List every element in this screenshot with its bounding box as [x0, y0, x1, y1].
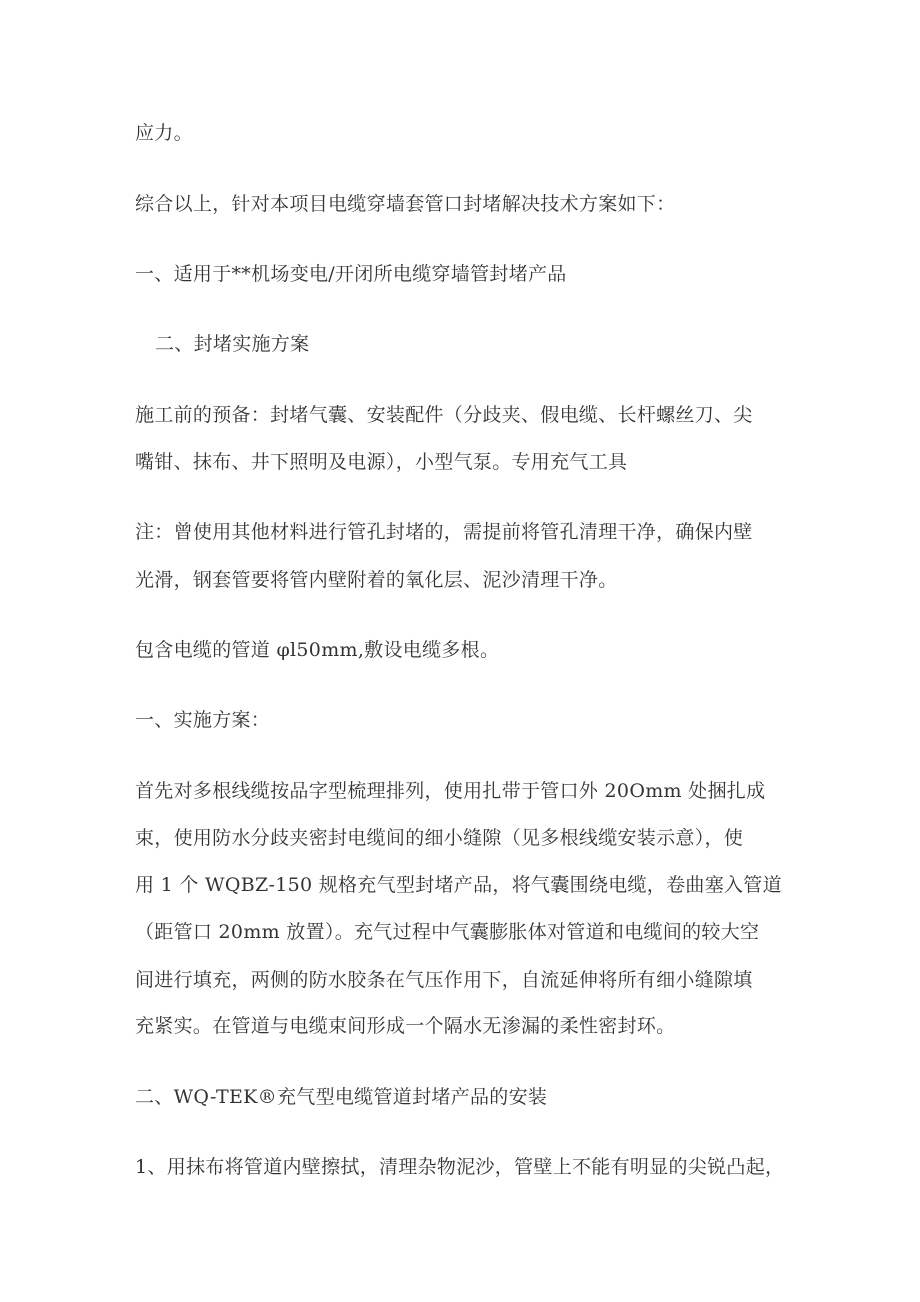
paragraph-line: 充紧实。在管道与电缆束间形成一个隔水无渗漏的柔性密封环。: [135, 1015, 676, 1037]
paragraph-line: 光滑，钢套管要将管内壁附着的氧化层、泥沙清理干净。: [135, 569, 618, 591]
section-heading: 一、实施方案：: [135, 709, 271, 731]
paragraph-line: 应力。: [135, 122, 193, 144]
paragraph-line: 首先对多根线缆按品字型梳理排列，使用扎带于管口外 20Omm 处捆扎成: [135, 780, 766, 802]
paragraph-line: 1、用抹布将管道内壁擦拭，清理杂物泥沙，管壁上不能有明显的尖锐凸起，: [135, 1156, 785, 1178]
section-heading: 二、封堵实施方案: [155, 333, 310, 355]
paragraph-line: 用 1 个 WQBZ-150 规格充气型封堵产品，将气囊围绕电缆，卷曲塞入管道: [135, 874, 782, 896]
paragraph-line: 综合以上，针对本项目电缆穿墙套管口封堵解决技术方案如下：: [135, 193, 676, 215]
paragraph-line: 包含电缆的管道 φl50mm,敷设电缆多根。: [135, 639, 500, 661]
paragraph-line: 施工前的预备：封堵气囊、安装配件（分歧夹、假电缆、长杆螺丝刀、尖: [135, 404, 753, 426]
paragraph-line: 间进行填充，两侧的防水胶条在气压作用下，自流延伸将所有细小缝隙填: [135, 969, 753, 991]
paragraph-line: 束，使用防水分歧夹密封电缆间的细小缝隙（见多根线缆安装示意），使: [135, 827, 744, 849]
paragraph-line: 嘴钳、抹布、井下照明及电源），小型气泵。专用充气工具: [135, 451, 628, 473]
paragraph-line: （距管口 20mm 放置）。充气过程中气囊膨胀体对管道和电缆间的较大空: [135, 921, 760, 943]
section-heading: 二、WQ-TEK®充气型电缆管道封堵产品的安装: [135, 1086, 548, 1108]
paragraph-line: 注：曾使用其他材料进行管孔封堵的，需提前将管孔清理干净，确保内壁: [135, 521, 753, 543]
section-heading: 一、适用于**机场变电/开闭所电缆穿墙管封堵产品: [135, 263, 567, 285]
